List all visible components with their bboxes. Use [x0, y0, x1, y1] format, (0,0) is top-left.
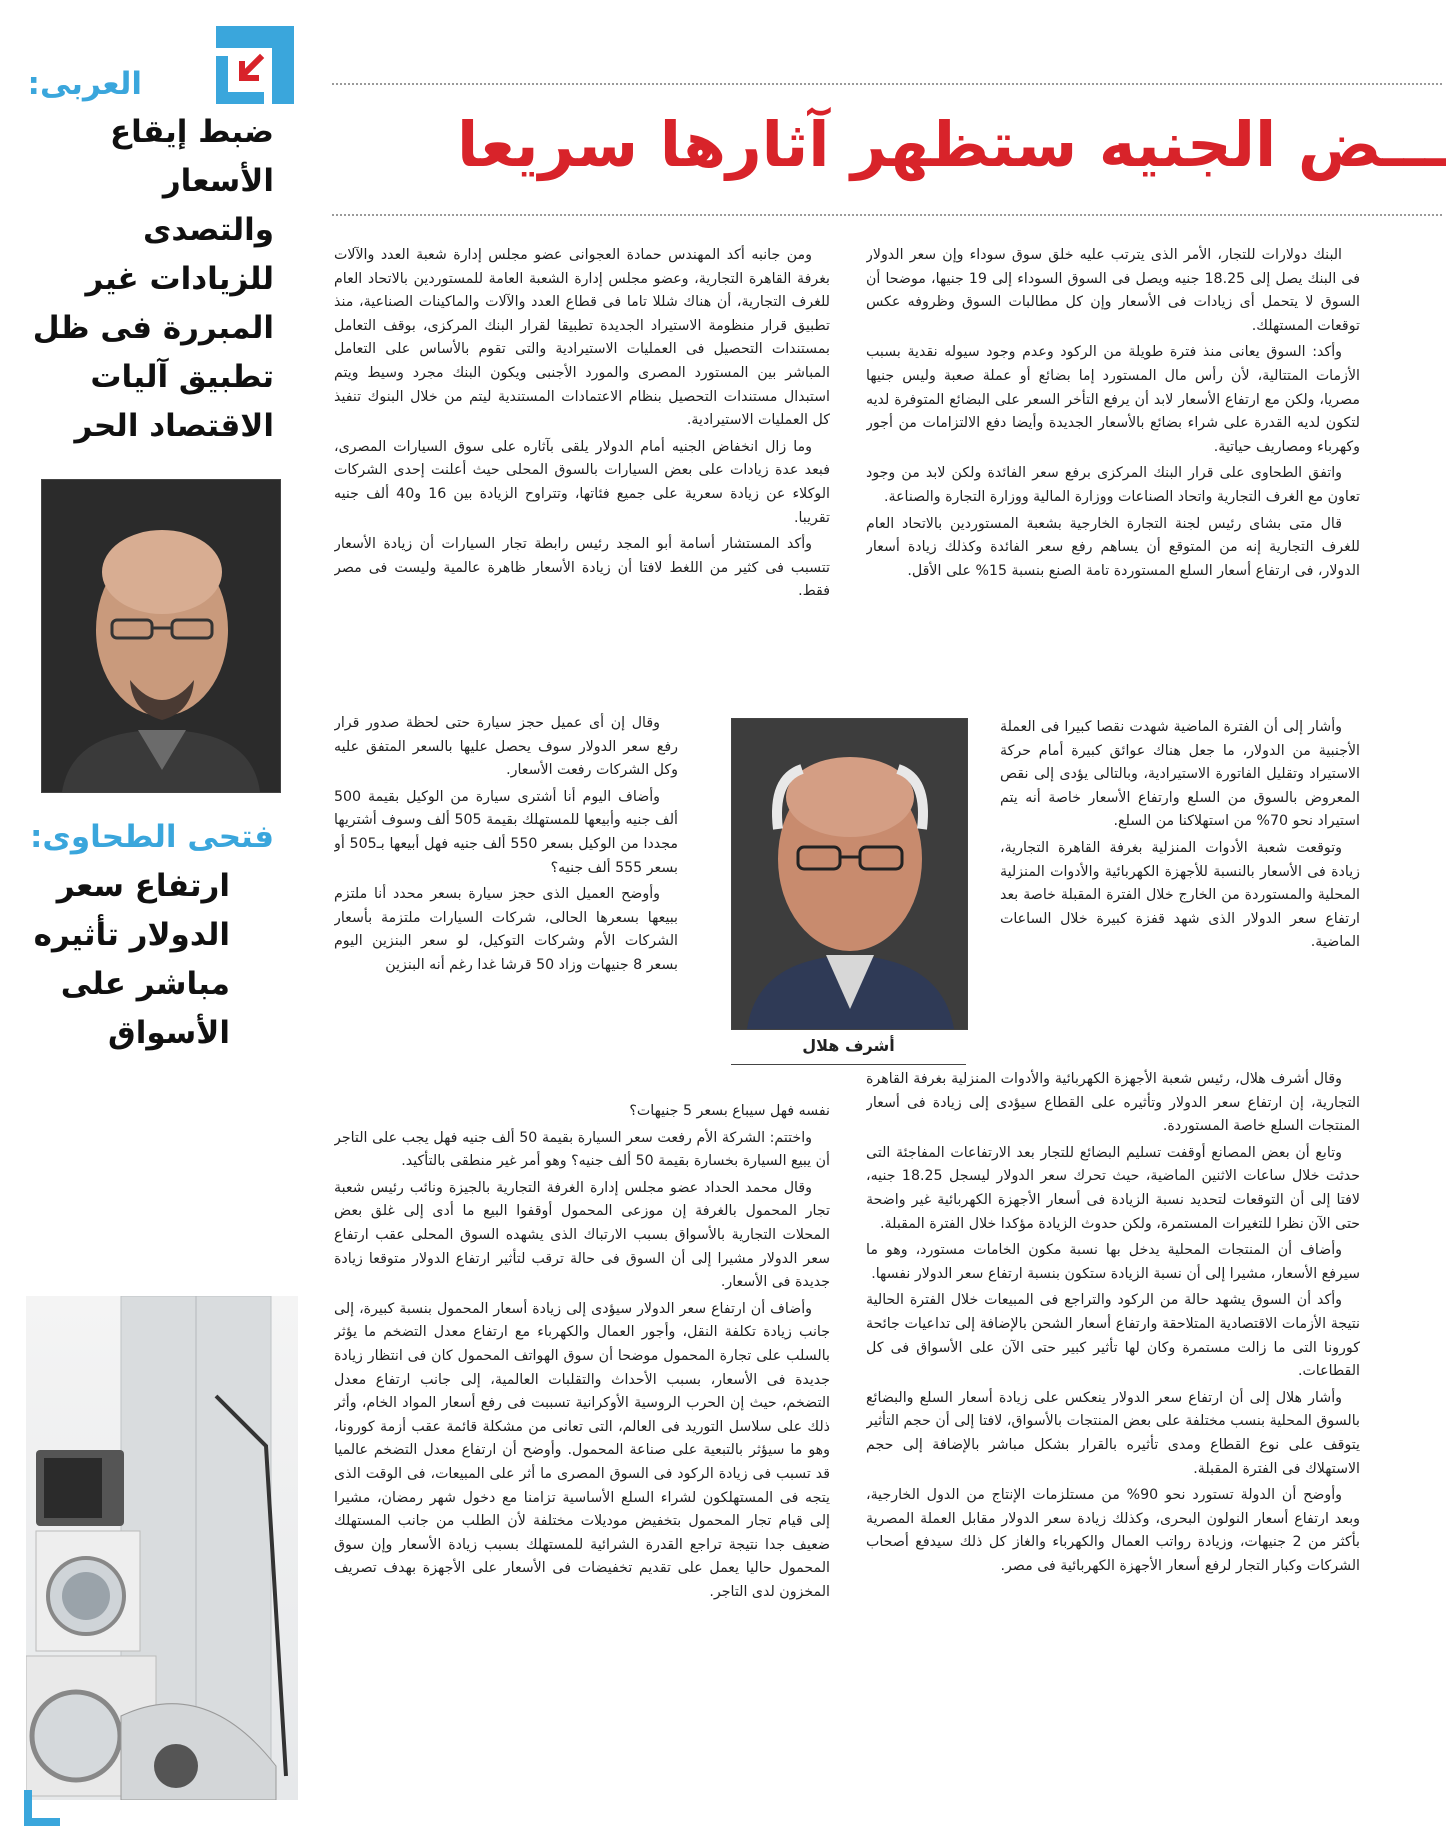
article-column-right-lower [866, 1068, 1360, 1820]
portrait-photo-center [731, 718, 968, 1030]
article-column-middle-lower [334, 1100, 830, 1820]
top-rule [332, 83, 1442, 85]
paragraph: وقال إن أى عميل حجز سيارة حتى لحظة صدور قرار رفع سعر الدولار سوف يحصل عليها بالسعر المتفق عليه وكل الشركات رفعت الأسعار. [334, 715, 678, 779]
person-portrait-icon [732, 719, 967, 1029]
article-column-middle-narrow [334, 712, 678, 1100]
sidebar-quote-1: ضبط إيقاع الأسعار والتصدى للزيادات غير المبررة فى ظل تطبيق آليات الاقتصاد الحر [32, 114, 274, 444]
photo-caption: أشرف هلال [802, 1036, 895, 1055]
paragraph: البنك دولارات للتجار، الأمر الذى يترتب عليه خلق سوق سوداء وإن سعر الدولار فى البنك يصل إلى 18.25 جنيه ويصل فى السوق السوداء إلى 19 جنيها، موضحا أن السوق لا يتحمل أى زيادات فى الأسعار وإن كل مطالبات السوق وظروفه عكس توقعات المستهلك. [866, 247, 1360, 334]
paragraph: ومن جانبه أكد المهندس حمادة العجوانى عضو مجلس إدارة شعبة العدد والآلات بغرفة القاهرة التجارية، وعضو مجلس إدارة الشعبة العامة للمستوردين بالاتحاد العام للغرف التجارية، أن هناك شللا تاما فى قطاع العدد والآلات والماكينات الصناعية، منذ تطبيق قرار منظومة الاستيراد الجديدة تطبيقا لقرار البنك المركزى، بوقف التعامل بمستندات التحصيل فى العمليات الاستيرادية والتى تقوم بالأساس على التعامل المباشر بين المستورد المصرى والمورد الأجنبى ويكون البنك مجرد وسيط ويتم استبدال مستندات التحصيل بنظام الاعتمادات المستندية ليتم من خلال البنوك تنفيذ كل العمليات الاستيرادية. [334, 247, 830, 429]
headline-rule [332, 214, 1442, 216]
paragraph: وأوضح أن الدولة تستورد نحو 90% من مستلزمات الإنتاج من الدول الخارجية، وبعد ارتفاع أسعار النولون البحرى، وكذلك زيادة سعر الدولار مقابل العملة المصرية بأكثر من 2 جنيهات، وزيادة رواتب العمال والكهرباء والغاز كل ذلك سيدفع أصحاب الشركات وكبار التجار لرفع أسعار الأجهزة الكهربائية فى مصر. [866, 1487, 1360, 1574]
paragraph: وأشار هلال إلى أن ارتفاع سعر الدولار ينعكس على زيادة أسعار السلع والبضائع بالسوق المحلية بنسب مختلفة على بعض المنتجات بالأسواق، لافتا إلى أن حجم التأثير يتوقف على نوع القطاع ومدى تأثيره بالقرار بشكل مباشر بالإضافة إلى حجم الاستهلاك فى الفترة المقبلة. [866, 1389, 1360, 1477]
article-column-right-narrow [1000, 716, 1360, 1068]
appliances-photo [26, 1296, 298, 1800]
paragraph: وأضاف أن ارتفاع سعر الدولار سيؤدى إلى زيادة أسعار المحمول بنسبة كبيرة، إلى جانب زيادة تكلفة النقل، وأجور العمال والكهرباء مع ارتفاع معدل التضخم ما يؤثر بالسلب على تجارة المحمول موضحا أن سوق الهواتف المحمول كان فى انتظار زيادة جديدة فى الأسعار، بسبب الأحداث والتقلبات العالمية، إلى جانب ارتفاع معدل التضخم، حيث إن الحرب الروسية الأوكرانية تسببت فى رفع أسعار المواد الخام، وأثر ذلك على سلاسل التوريد فى العالم، التى تعانى من مشكلة قائمة عقب أزمة كورونا، وهو ما سيؤثر بالتبعية على صناعة المحمول. وأوضح أن ارتفاع معدل التضخم عالميا قد تسبب فى زيادة الركود فى السوق المصرى ما أثر على المبيعات، فى الوقت الذى يتجه فى المستهلكون لشراء السلع الأساسية تزامنا مع دخول شهر رمضان، مشيرا إلى قيام تجار المحمول بتخفيض موديلات مختلفة لأن الطلب من جانب المستهلك ضعيف جدا نتيجة تراجع القدرة الشرائية للمستهلك بسبب زيادة الأسعار وإن سوق المحمول حاليا يعمل على تقديم تخفيضات فى الأسعار على الأجهزة بهدف تصريف المخزون لدى التاجر. [334, 1300, 830, 1600]
bracket-corner-icon [24, 1790, 60, 1826]
paragraph: نفسه فهل سيباع بسعر 5 جنيهات؟ [629, 1103, 830, 1119]
paragraph: وأكد المستشار أسامة أبو المجد رئيس رابطة تجار السيارات أن زيادة الأسعار تتسبب فى كثير من اللغط لافتا أن زيادة الأسعار ظاهرة عالمية وليست فى مصر فقط. [334, 536, 830, 600]
person-portrait-icon [42, 480, 280, 792]
article-column-right-top [866, 244, 1360, 716]
paragraph: وأوضح العميل الذى حجز سيارة بسعر محدد أنا ملتزم ببيعها بسعرها الحالى، شركات السيارات ملتزمة بأسعار الشركات الأم وشركات التوكيل، لو سعر البنزين اليوم بسعر 8 جنيهات وزاد 50 قرشا غدا رغم أنه البنزين [334, 886, 678, 973]
paragraph: وتوقعت شعبة الأدوات المنزلية بغرفة القاهرة التجارية، زيادة فى الأسعار بالنسبة للأجهزة الكهربائية والأدوات المنزلية المحلية والمستوردة من الخارج خلال الفترة المقبلة خاصة بعد ارتفاع سعر الدولار الذى شهد قفزة كبيرة خلال الساعات الماضية. [1000, 839, 1360, 951]
paragraph: وتابع أن بعض المصانع أوقفت تسليم البضائع للتجار بعد الارتفاعات المفاجئة التى حدثت خلال ساعات الاثنين الماضية، حيث تحرك سعر الدولار ليسجل 18.25 جنيه، لافتا إلى أن التوقعات لتحديد نسبة الزيادة فى أسعار الأجهزة الكهربائية غير واضحة حتى الآن نظرا للتغيرات المستمرة، ولكن حدوث الزيادة مؤكدا خلال الفترة المقبلة. [866, 1144, 1360, 1232]
paragraph: وما زال انخفاض الجنيه أمام الدولار يلقى بآثاره على سوق السيارات المصرى، فبعد عدة زيادات على بعض السيارات بالسوق المحلى حيث أعلنت إحدى الشركات الوكلاء عن زيادة سعرية على جميع فئاتها، وتتراوح الزيادة بين 16 و40 ألف جنيه تقريبا. [334, 438, 830, 526]
paragraph: وأضاف اليوم أنا أشترى سيارة من الوكيل بقيمة 500 ألف جنيه وأبيعها للمستهلك بقيمة 505 ألف وسوف أشتريها مجددا من الوكيل بسعر 550 ألف جنيه فهل أبيعها بـ505 أو بسعر 555 ألف جنيه؟ [334, 788, 678, 876]
sidebar-quote-2: ارتفاع سعر الدولار تأثيره مباشر على الأسواق [33, 868, 230, 1051]
sidebar-label-1: العربى: [27, 66, 142, 102]
paragraph: وأكد: السوق يعانى منذ فترة طويلة من الركود وعدم وجود سيوله نقدية بسبب الأزمات المتتالية، لأن رأس مال المستورد إما بضائع أو عملة صعبة وليس جنيها مصريا، ولكن مع ارتفاع الأسعار لابد أن يرفع التأخر السعر على البضائع المتوفرة لديه لتكون لديه القدرة على شراء بضائع بالأسعار الجديدة وأيضا دفع الالتزامات من أجور وكهرباء ومصاريف حياتية. [866, 344, 1360, 455]
headline: ـــض الجنيه ستظهر آثارها سريعا [457, 108, 1446, 181]
paragraph: واتفق الطحاوى على قرار البنك المركزى برفع سعر الفائدة ولكن لابد من وجود تعاون مع الغرف التجارية واتحاد الصناعات ووزارة المالية ووزارة التجارة والصناعة. [866, 465, 1360, 505]
paragraph: وقال أشرف هلال، رئيس شعبة الأجهزة الكهربائية والأدوات المنزلية بغرفة القاهرة التجارية، إن ارتفاع سعر الدولار وتأثيره على القطاع سيؤدى إلى زيادة فى أسعار المنتجات السلع خاصة المستوردة. [866, 1071, 1360, 1135]
paragraph: وأشار إلى أن الفترة الماضية شهدت نقصا كبيرا فى العملة الأجنبية من الدولار، ما جعل هناك عوائق كبيرة أمام حركة الاستيراد وتقليل الفاتورة الاستيرادية، وبالتالى يؤدى إلى نقص المعروض بالسوق من السلع وارتفاع الأسعار خاصة أنه يتم استيراد نحو 70% من استهلاكنا من السلع. [1000, 719, 1360, 830]
article-column-middle-top [334, 244, 830, 706]
paragraph: وأكد أن السوق يشهد حالة من الركود والتراجع فى المبيعات خلال الفترة الحالية نتيجة الأزمات الاقتصادية المتلاحقة وارتفاع أسعار الشحن بالإضافة إلى تداعيات جائحة كورونا التى ما زالت مستمرة وكان لها تأثير كبير حتى الآن على الأسواق فى كل القطاعات. [866, 1292, 1360, 1380]
paragraph: وأضاف أن المنتجات المحلية يدخل بها نسبة مكون الخامات مستورد، وهو ما سيرفع الأسعار، مشيرا إلى أن نسبة الزيادة ستكون بنسبة ارتفاع سعر الدولار نفسها. [866, 1242, 1360, 1282]
paragraph: واختتم: الشركة الأم رفعت سعر السيارة بقيمة 50 ألف جنيه فهل يجب على التاجر أن يبيع السيارة بخسارة بقيمة 50 ألف جنيه؟ وهو أمر غير منطقى بالتأكيد. [334, 1129, 830, 1170]
paragraph: وقال محمد الحداد عضو مجلس إدارة الغرفة التجارية بالجيزة ونائب رئيس شعبة تجار المحمول بالغرفة إن موزعى المحمول أوقفوا البيع ما أدى إلى غلق بعض المحلات التجارية بالأسواق بسبب الارتباك الذى يشهده السوق المحلى عقب ارتفاع سعر الدولار مشيرا إلى أن السوق فى حالة ترقب لتأثير ارتفاع الدولار متوقعا زيادة جديدة فى الأسعار. [334, 1179, 830, 1291]
sidebar-label-2: فتحى الطحاوى: [30, 819, 274, 855]
paragraph: قال متى بشاى رئيس لجنة التجارة الخارجية بشعبة المستوردين بالاتحاد العام للغرف التجارية إنه من المتوقع أن يساهم رفع سعر الفائدة وكذلك زيادة أسعار الدولار، فى ارتفاع أسعار السلع المستوردة تامة الصنع بنسبة 15% على الأقل. [866, 515, 1360, 579]
caption-rule [731, 1064, 966, 1065]
portrait-photo-left [41, 479, 281, 793]
